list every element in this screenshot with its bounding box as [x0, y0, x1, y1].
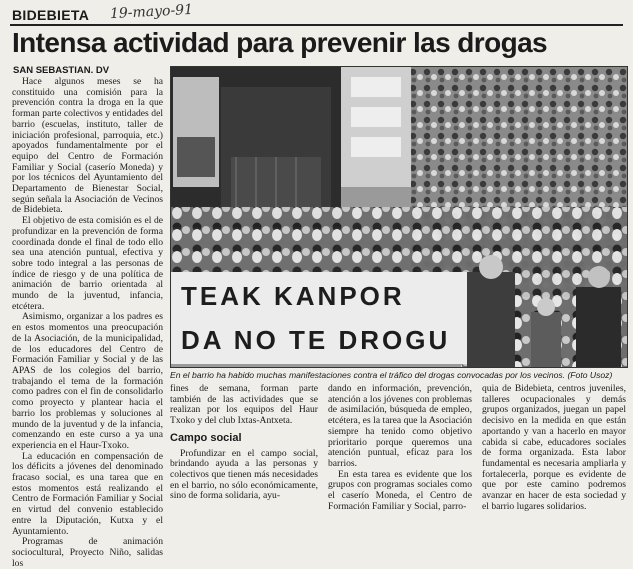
- subheading: Campo social: [170, 431, 242, 444]
- paragraph: quia de Bidebieta, centros juveniles, talleres ocupacionales y demás grupos organizados, juegan un papel decisivo en la medida en que están aportando y van a hacerlo en mayor cabida si cabe, educadores sociales de forma organizada. Esta labor fundamental es necesaria ampliarla y fortalecerla, porque es evidente de que por este camino podremos avanzar en hacer de esta sociedad y el barrio lugares solidarios.: [482, 383, 626, 512]
- top-rule: [10, 24, 623, 26]
- headline: Intensa actividad para prevenir las drogas: [12, 27, 548, 58]
- banner-line-2: DA NO TE DROGU: [181, 325, 451, 355]
- paragraph: Hace algunos meses se ha constituido una comisión para la prevención contra la droga en la que forman parte colectivos y entidades del barrio (escuelas, instituto, taller de iniciación profesional, parroquia, etc.) apoyados fundamentalmente por el equipo del Centro de Formación Familiar y Social (caserío Moneda) y por los técnicos del Ayuntamiento del Departamento de Bienestar Social, según señala la Asociación de Vecinos de Bidebieta.: [12, 76, 163, 216]
- photo-caption: En el barrio ha habido muchas manifestaciones contra el tráfico del drogas convocadas por los vecinos. (Foto Usoz): [170, 370, 613, 380]
- paragraph: Programas de animación sociocultural, Proyecto Niño, salidas los: [12, 536, 163, 569]
- protest-photo-drawing: [171, 67, 627, 367]
- article-column-3: [328, 384, 472, 510]
- paragraph: fines de semana, forman parte también de las actividades que se realizan por los equipos del Haur Txoko y del club Ixtas-Antxeta.: [170, 383, 318, 427]
- section-label: BIDEBIETA: [12, 7, 90, 23]
- protest-photo: [170, 66, 628, 368]
- paragraph: En esta tarea es evidente que los grupos con programas sociales como el caserío Moneda, el Centro de Formación Familiar y Social, parro-: [328, 468, 472, 512]
- paragraph: dando en información, prevención, atención a los jóvenes con problemas de asimilación, búsqueda de empleo, etcétera, es la tarea que la Asociación siempre ha tenido como objetivo prioritario porque queremos una atención puntual, eficaz para los barrios.: [328, 383, 472, 469]
- byline: SAN SEBASTIAN. DV: [13, 65, 110, 76]
- paragraph: Profundizar en el campo social, brindando ayuda a las personas y colectivos que tienen más necesidades en el barrio, no sólo económicamente, sino de forma solidaria, ayu-: [170, 447, 318, 502]
- paragraph: El objetivo de esta comisión es el de profundizar en la prevención de forma coordinada donde el final de todo ello sea una atención puntual, efectiva y sobre todo integral a las personas de índice de riesgo y de una política de animación de barrio orientada al mundo de la juventud, infancia, etcétera.: [12, 215, 163, 312]
- banner-line-1: TEAK KANPOR: [181, 281, 405, 311]
- paragraph: Asimismo, organizar a los padres es en estos momentos una preocupación de la Asociación, de la municipalidad, de los educadores del Centro de Formación Familiar y Social y de las APAS de los colegios del barrio, trabajando el tema de la formación como padres con el fin de consolidarlo como proyecto y plantear hacia el barrio los problemas y soluciones al mundo de la juventud y de la infancia, comenzando en este curso a ya una experiencia en el Haur-Txoko.: [12, 311, 163, 451]
- paragraph: La educación en compensación de los déficits a jóvenes del denominado fracaso social, es una tarea que en estos momentos está realizando el Centro de Formación Familiar y Social en virtud del convenio establecido entre la Diputación, Kutxa y el Ayuntamiento.: [12, 450, 163, 537]
- article-column-1: [12, 76, 163, 569]
- handwritten-date: 19-mayo-91: [109, 1, 194, 23]
- article-column-4: [482, 384, 626, 510]
- article-column-2: [170, 384, 318, 510]
